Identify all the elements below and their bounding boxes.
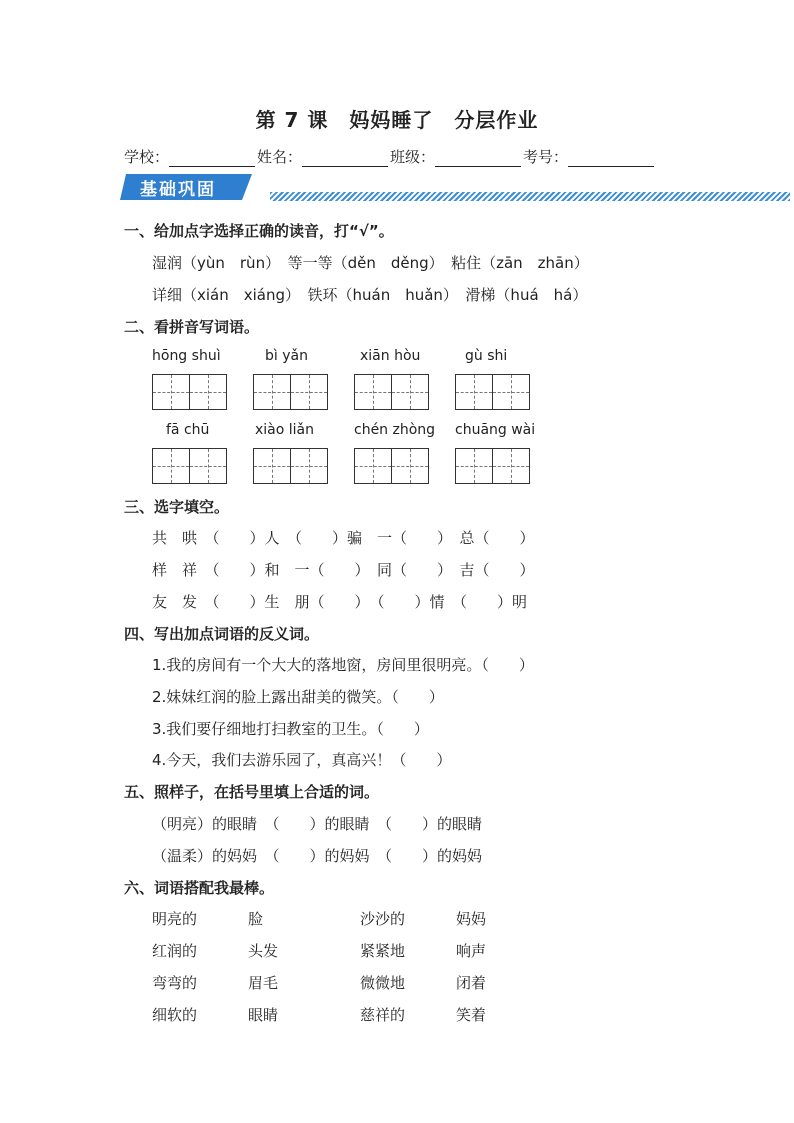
exam-no-blank[interactable] [568,150,654,167]
match-word[interactable]: 紧紧地 [360,942,406,960]
match-word[interactable]: 慈祥的 [360,1006,406,1024]
match-word[interactable]: 眼睛 [248,1006,279,1024]
section4-item: 3.我们要仔细地打扫教室的卫生。（ ） [152,720,429,738]
banner-label: 基础巩固 [140,180,216,200]
section1-heading: 一、给加点字选择正确的读音，打“√”。 [124,222,394,240]
pinyin-label: gù shi [465,348,508,364]
section3-line2: 样 祥 （ ）和 一（ ） 同（ ） 吉（ ） [152,561,535,579]
name-label: 姓名： [257,148,303,166]
name-blank[interactable] [302,150,388,167]
match-word[interactable]: 头发 [248,942,279,960]
section4-item: 2.妹妹红润的脸上露出甜美的微笑。（ ） [152,688,444,706]
school-label: 学校： [124,148,170,166]
match-word[interactable]: 眉毛 [248,974,279,992]
match-word[interactable]: 细软的 [152,1006,198,1024]
match-word[interactable]: 响声 [456,942,487,960]
match-word[interactable]: 妈妈 [456,910,487,928]
pinyin-item [253,422,354,484]
pinyin-item [354,422,455,484]
match-col-4 [456,908,486,1036]
writing-grid[interactable] [152,374,253,410]
section3-heading: 三、选字填空。 [124,498,230,516]
section-banner [118,172,678,204]
match-word[interactable]: 沙沙的 [360,910,406,928]
pinyin-item [253,348,354,410]
section6-heading: 六、词语搭配我最棒。 [124,879,275,897]
writing-grid[interactable] [455,374,556,410]
pinyin-item [152,348,253,410]
school-blank[interactable] [169,150,255,167]
pinyin-label: hōng shuì [152,348,221,364]
section3-line1: 共 哄 （ ）人 （ ）骗 一（ ） 总（ ） [152,529,535,547]
section3-line3: 友 发 （ ）生 朋（ ） （ ）情 （ ）明 [152,593,528,611]
section4-item: 1.我的房间有一个大大的落地窗，房间里很明亮。（ ） [152,656,534,674]
section5-line1: （明亮）的眼睛 （ ）的眼睛 （ ）的眼睛 [152,815,483,833]
pinyin-label: fā chū [166,422,210,438]
pinyin-item [354,348,455,410]
pinyin-item [152,422,253,484]
match-word[interactable]: 弯弯的 [152,974,198,992]
writing-grid[interactable] [455,448,556,484]
match-word[interactable]: 脸 [248,910,264,928]
pinyin-label: xiào liǎn [255,422,315,438]
page-title: 第 7 课 妈妈睡了 分层作业 [255,108,539,132]
match-word[interactable]: 笑着 [456,1006,487,1024]
pinyin-label: bì yǎn [265,348,308,364]
banner-stripes [270,192,790,201]
section2-heading: 二、看拼音写词语。 [124,318,260,336]
section5-heading: 五、照样子，在括号里填上合适的词。 [124,783,380,801]
writing-grid[interactable] [253,448,354,484]
match-word[interactable]: 闭着 [456,974,487,992]
section5-line2: （温柔）的妈妈 （ ）的妈妈 （ ）的妈妈 [152,847,483,865]
section4-heading: 四、写出加点词语的反义词。 [124,625,320,643]
match-col-3 [360,908,405,1036]
writing-grid[interactable] [152,448,253,484]
pinyin-item [455,422,556,484]
pinyin-row-2 [152,422,556,484]
class-label: 班级： [390,148,436,166]
pinyin-label: chuāng wài [455,422,536,438]
match-col-2 [248,908,278,1036]
writing-grid[interactable] [253,374,354,410]
pinyin-item [455,348,556,410]
match-word[interactable]: 微微地 [360,974,406,992]
writing-grid[interactable] [354,374,455,410]
match-word[interactable]: 明亮的 [152,910,198,928]
match-col-1 [152,908,197,1036]
section1-line1: 湿润（yùn rùn） 等一等（děn děng） 粘住（zān zhān） [152,254,589,272]
exam-no-label: 考号： [523,148,569,166]
pinyin-label: chén zhòng [354,422,436,438]
pinyin-label: xiān hòu [360,348,421,364]
class-blank[interactable] [435,150,521,167]
match-word[interactable]: 红润的 [152,942,198,960]
writing-grid[interactable] [354,448,455,484]
pinyin-row-1 [152,348,556,410]
student-info-line [124,146,656,167]
section1-line2: 详细（xián xiáng） 铁环（huán huǎn） 滑梯（huá há） [152,286,588,304]
section4-item: 4.今天，我们去游乐园了，真高兴！（ ） [152,751,452,769]
